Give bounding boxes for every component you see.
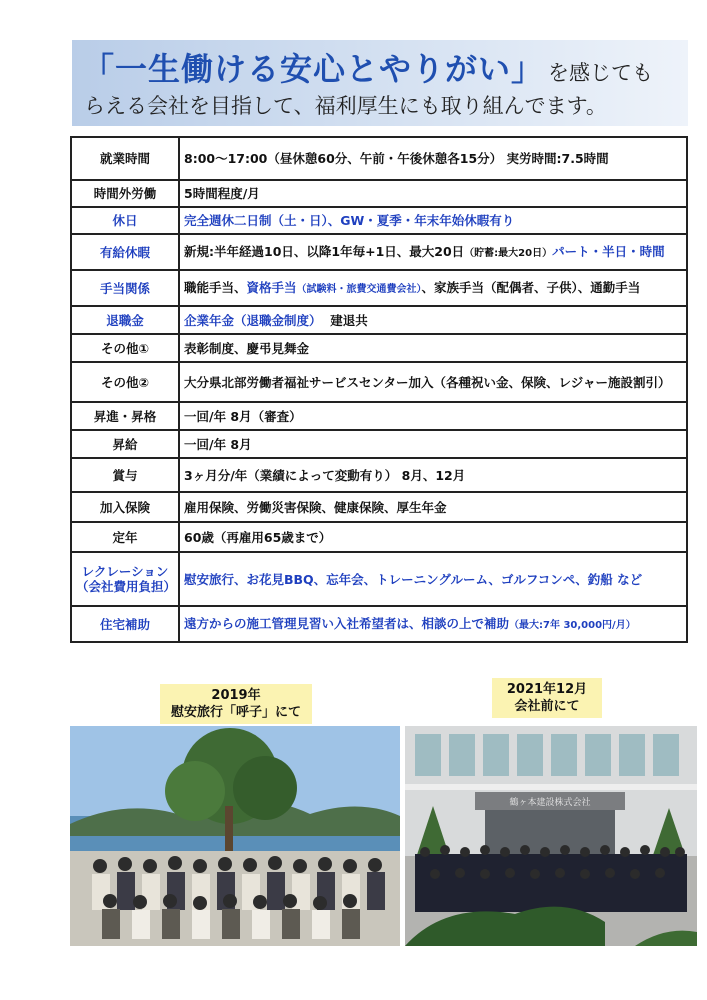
headline-banner xyxy=(72,40,688,126)
row-value-part: 、家族手当（配偶者、子供）、通勤手当 xyxy=(421,279,641,295)
row-label: 時間外労働 xyxy=(71,180,179,207)
benefits-table xyxy=(70,136,688,643)
row-value-highlight: 企業年金（退職金制度） xyxy=(184,312,322,328)
table-row xyxy=(71,306,687,334)
row-label: 有給休暇 xyxy=(71,234,179,270)
table-row xyxy=(71,492,687,522)
caption-year: 2019年 xyxy=(211,688,261,703)
table-row xyxy=(71,270,687,306)
row-label: 昇給 xyxy=(71,430,179,458)
row-value-main: 新規:半年経過10日、以降1年毎+1日、最大20日 xyxy=(184,243,465,259)
row-label: 定年 xyxy=(71,522,179,552)
row-value-highlight: 資格手当 xyxy=(246,279,297,295)
row-value-note: （最大:7年 30,000円/月） xyxy=(509,619,636,631)
row-value: 3ヶ月分/年（業績によって変動有り） 8月、12月 xyxy=(179,458,687,492)
row-label: 賞与 xyxy=(71,458,179,492)
row-value: 慰安旅行、お花見BBQ、忘年会、トレーニングルーム、ゴルフコンペ、釣船 など xyxy=(179,552,687,606)
photo-caption-left xyxy=(160,684,312,724)
table-row xyxy=(71,458,687,492)
table-row xyxy=(71,430,687,458)
row-value xyxy=(179,270,687,306)
group-photo-2019 xyxy=(70,726,400,946)
table-row xyxy=(71,234,687,270)
caption-text: 会社前にて xyxy=(514,699,580,714)
row-label: 手当関係 xyxy=(71,270,179,306)
headline-line1-rest: を感じても xyxy=(548,61,654,85)
row-value-note: （試験料・旅費交通費会社） xyxy=(296,283,422,295)
row-value: 一回/年 8月（審査） xyxy=(179,402,687,430)
row-label: 就業時間 xyxy=(71,137,179,180)
row-label: 休日 xyxy=(71,207,179,234)
table-row xyxy=(71,552,687,606)
row-value: 大分県北部労働者福祉サービスセンター加入（各種祝い金、保険、レジャー施設割引） xyxy=(179,362,687,402)
table-row xyxy=(71,207,687,234)
row-label: その他② xyxy=(71,362,179,402)
table-row xyxy=(71,402,687,430)
row-value-highlight: パート・半日・時間 xyxy=(552,243,665,259)
row-value-part: 職能手当、 xyxy=(184,279,247,295)
caption-year: 2021年12月 xyxy=(506,682,588,697)
row-value: 5時間程度/月 xyxy=(179,180,687,207)
row-value-note: （貯蓄:最大20日） xyxy=(464,247,553,259)
row-value: 表彰制度、慶弔見舞金 xyxy=(179,334,687,362)
row-value-part: 建退共 xyxy=(330,312,368,328)
building-sign: 鶴ヶ本建設株式会社 xyxy=(509,798,591,808)
row-value: 完全週休二日制（土・日）、GW・夏季・年末年始休暇有り xyxy=(179,207,687,234)
table-row xyxy=(71,334,687,362)
caption-text: 慰安旅行「呼子」にて xyxy=(170,705,301,720)
photo-caption-right xyxy=(492,678,602,718)
row-value: 60歳（再雇用65歳まで） xyxy=(179,522,687,552)
row-value xyxy=(179,606,687,642)
row-value xyxy=(179,234,687,270)
table-row xyxy=(71,137,687,180)
headline-line-2: らえる会社を目指して、福利厚生にも取り組んでます。 xyxy=(84,94,607,118)
table-row xyxy=(71,522,687,552)
table-row xyxy=(71,606,687,642)
row-label: 退職金 xyxy=(71,306,179,334)
row-value-main: 遠方からの施工管理見習い入社希望者は、相談の上で補助 xyxy=(184,615,510,631)
row-label: その他① xyxy=(71,334,179,362)
row-label: 昇進・昇格 xyxy=(71,402,179,430)
row-label: レクレーション（会社費用負担） xyxy=(71,552,179,606)
headline-quote: 「一生働ける安心とやりがい」 xyxy=(82,50,545,88)
row-value xyxy=(179,306,687,334)
row-value: 雇用保険、労働災害保険、健康保険、厚生年金 xyxy=(179,492,687,522)
headline-line-1 xyxy=(82,44,653,90)
row-label: 住宅補助 xyxy=(71,606,179,642)
table-row xyxy=(71,180,687,207)
row-label: 加入保険 xyxy=(71,492,179,522)
row-value: 一回/年 8月 xyxy=(179,430,687,458)
group-photo-2021 xyxy=(405,726,697,946)
table-row xyxy=(71,362,687,402)
row-value: 8:00～17:00（昼休憩60分、午前・午後休憩各15分） 実労時間:7.5時間 xyxy=(179,137,687,180)
